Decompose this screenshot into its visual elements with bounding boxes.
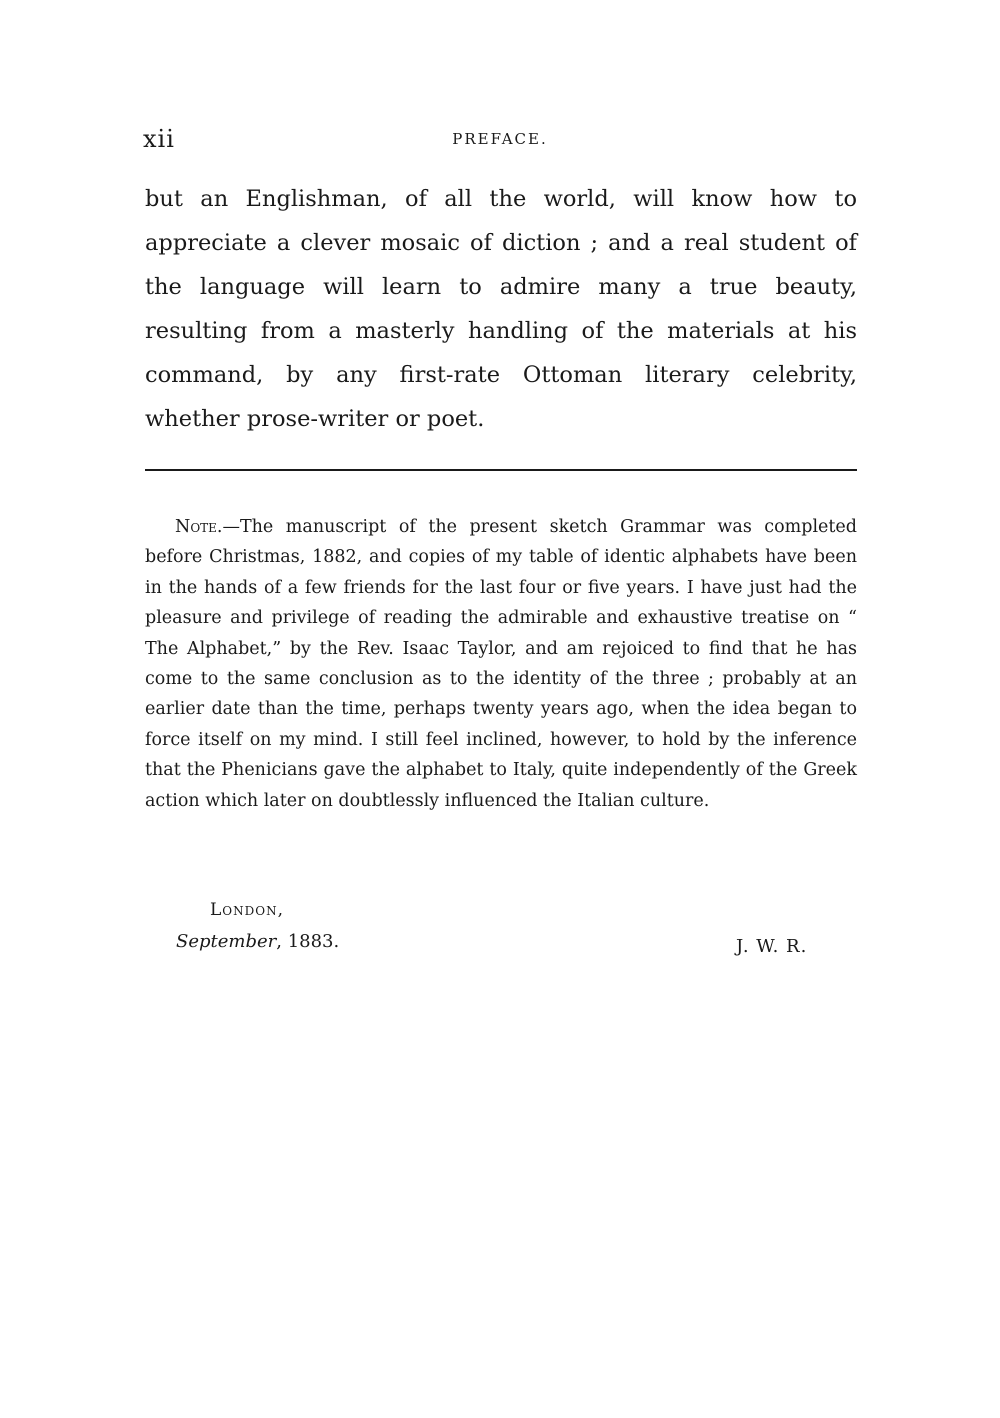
signature-date-month: September (176, 931, 277, 952)
running-head: PREFACE. (452, 130, 548, 148)
footnote (145, 512, 857, 816)
signature-place: London, (210, 900, 284, 920)
signature-date-year: , 1883. (276, 931, 340, 952)
note-text: —The manuscript of the present sketch Grammar was completed before Christmas, 1882, and copies of my table of identic alphabets have been in the hands of a few friends for the last four or five years. I have just had the pleasure and privilege of reading the admirable and exhaustive treatise on “ The Alphabet,” by the Rev. Isaac Taylor, and am rejoiced to find that he has come to the same conclusion as to the identity of the three ; probably at an earlier date than the time, perhaps twenty years ago, when the idea began to force itself on my mind. I still feel inclined, however, to hold by the inference that the Phenicians gave the alphabet to Italy, quite independently of the Greek action which later on doubtlessly influenced the Italian culture. (145, 517, 857, 811)
page-number: xii (143, 125, 175, 153)
signature-initials: J. W. R. (736, 936, 808, 957)
note-label: Note. (175, 517, 223, 537)
signature-date (176, 931, 339, 952)
body-paragraph: but an Englishman, of all the world, will know how to appreciate a clever mosaic of diction ; and a real student of the language will learn to admire many a true beauty, resulting from a masterly handling of the materials at his command, by any first-rate Ottoman literary celebrity, whether prose-writer or poet. (145, 186, 857, 432)
horizontal-rule (145, 469, 857, 471)
